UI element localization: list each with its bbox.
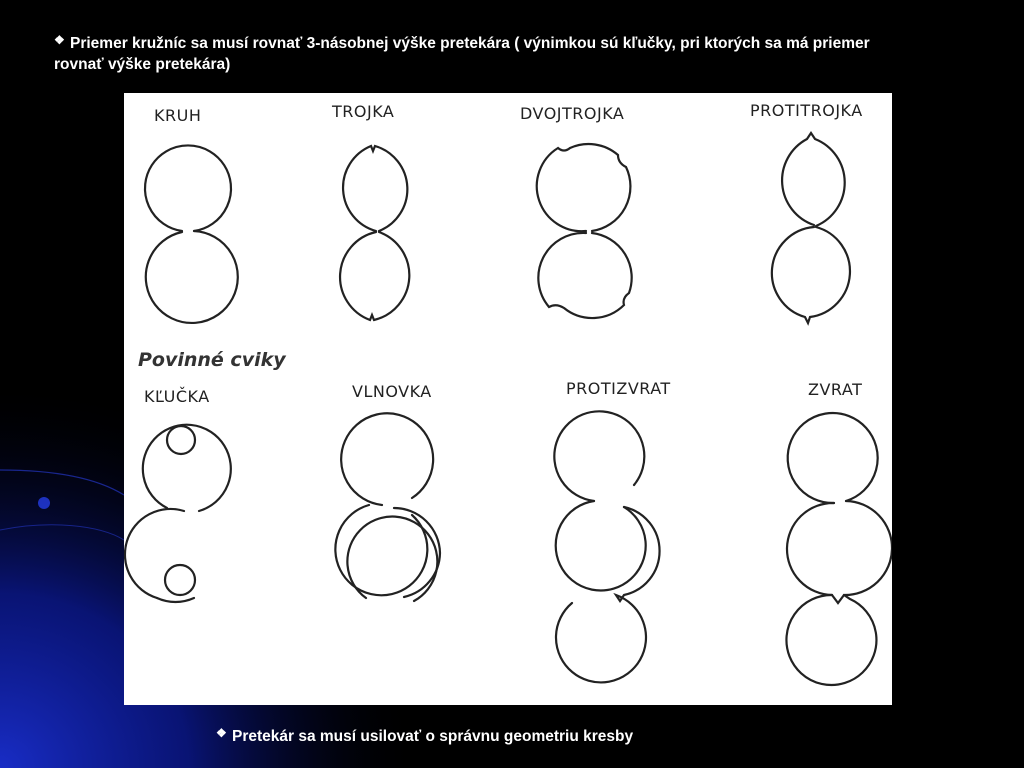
figure-drawing — [124, 93, 892, 705]
figure-protitrojka — [772, 133, 850, 323]
heading-povinne-cviky: Povinné cviky — [138, 349, 286, 371]
top-note-text: Priemer kružníc sa musí rovnať 3-násobnej výške pretekára ( výnimkou sú kľučky, pri ktorých sa má priemer rovnať výške pretekára) — [54, 35, 870, 73]
figure-zvrat — [786, 413, 892, 685]
figure-protizvrat — [554, 411, 659, 682]
figure-trojka — [340, 146, 409, 320]
figure-klucka — [125, 425, 231, 602]
label-protizvrat: PROTIZVRAT — [566, 379, 671, 398]
label-vlnovka: VLNOVKA — [352, 382, 432, 401]
bottom-note — [216, 726, 633, 747]
label-kruh: KRUH — [154, 106, 202, 125]
bullet-icon: ❖ — [216, 726, 227, 740]
figure-kruh — [145, 145, 238, 323]
figure-dvojtrojka — [537, 144, 632, 318]
top-note — [54, 33, 874, 75]
label-dvojtrojka: DVOJTROJKA — [520, 104, 625, 123]
figure-exercises — [124, 93, 892, 705]
bottom-note-text: Pretekár sa musí usilovať o správnu geometriu kresby — [232, 728, 634, 745]
label-trojka: TROJKA — [332, 102, 395, 121]
label-klucka: KĽUČKA — [144, 387, 210, 406]
label-zvrat: ZVRAT — [808, 380, 863, 399]
figure-vlnovka — [335, 413, 440, 601]
label-protitrojka: PROTITROJKA — [750, 101, 863, 120]
bullet-icon: ❖ — [54, 33, 65, 47]
